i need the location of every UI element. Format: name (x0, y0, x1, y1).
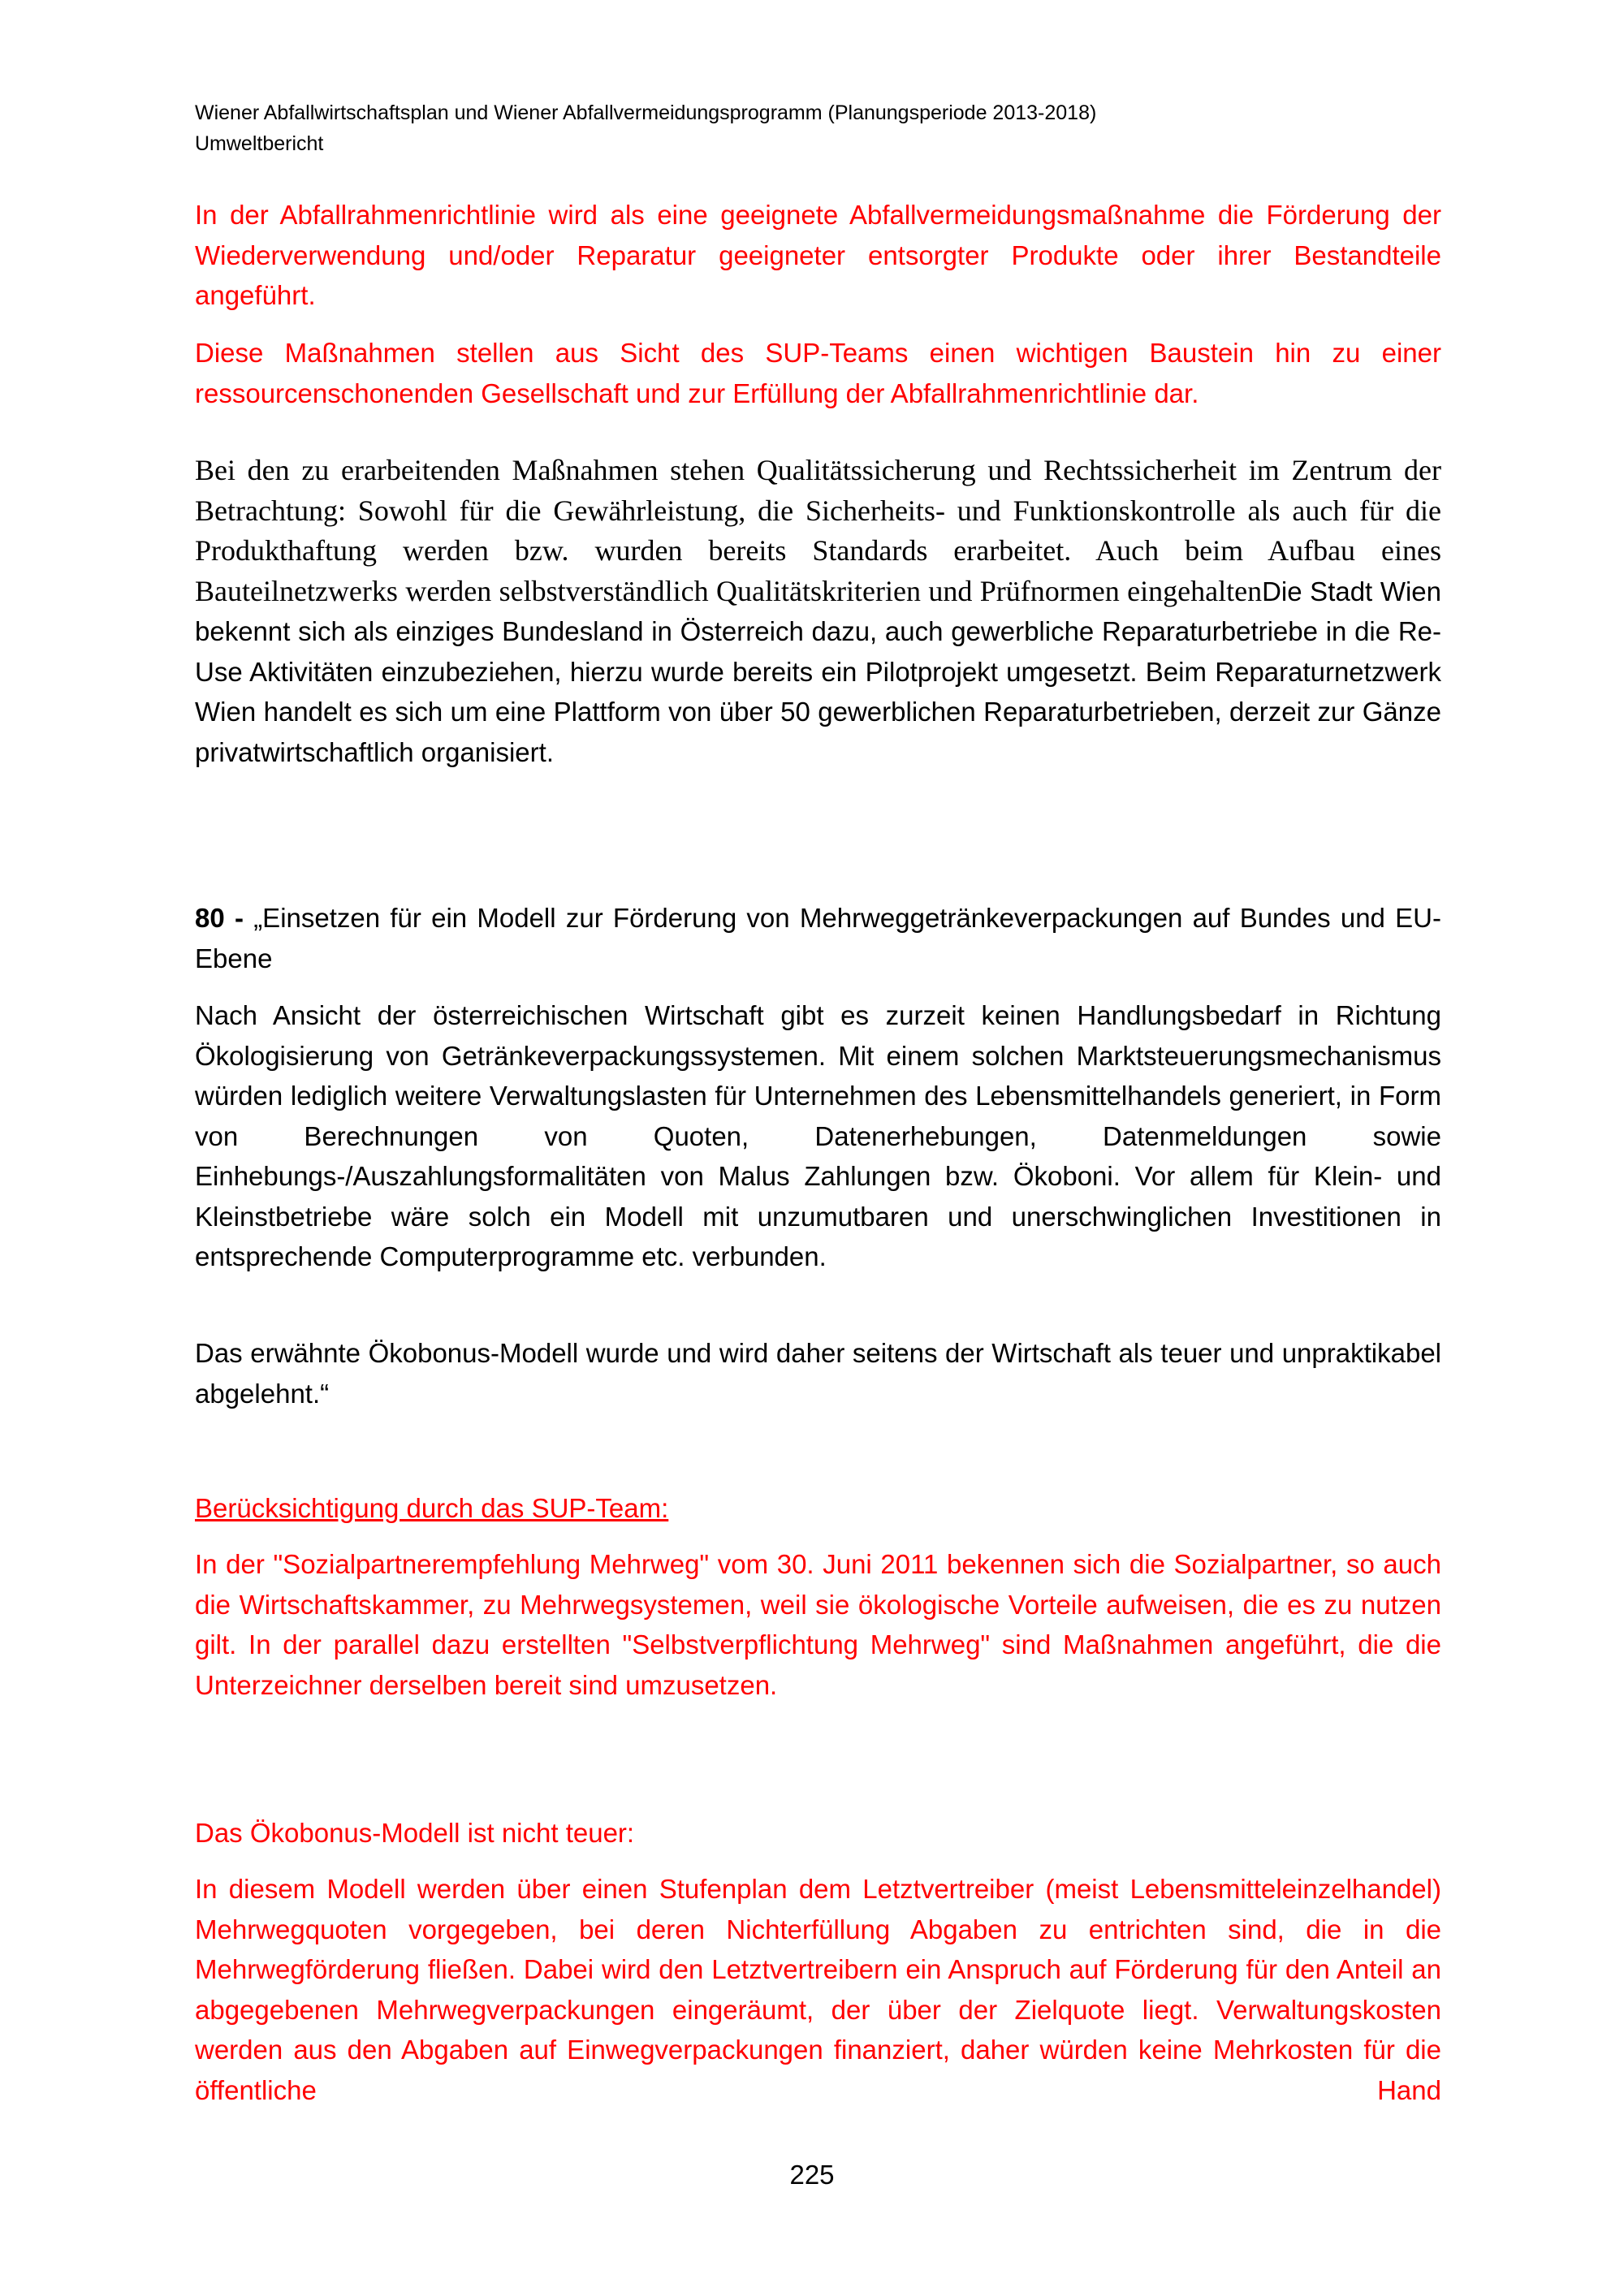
item-number: 80 - (195, 903, 244, 933)
item-text: „Einsetzen für ein Modell zur Förderung von Mehrweggetränkeverpackungen auf Bundes und EU-Ebene (195, 903, 1441, 973)
paragraph-serif-part: Bei den zu erarbeitenden Maßnahmen stehen Qualitätssicherung und Rechtssicherheit im Zentrum der Betrachtung: Sowohl für die Gewährleistung, die Sicherheits- und Funktionskontrolle als auch für die Produkthaftung werden bzw. wurden bereits Standards erarbeitet. Auch beim Aufbau eines Bauteilnetzwerks werden selbstverständlich Qualitätskriterien und Prüfnormen eingehalten (195, 454, 1441, 607)
header-subtitle: Umweltbericht (195, 132, 324, 155)
paragraph-wirtschaft-ansicht: Nach Ansicht der österreichischen Wirtschaft gibt es zurzeit keinen Handlungsbedarf in Richtung Ökologisierung von Getränkeverpackungssystemen. Mit einem solchen Marktsteuerungsmechanismus würden lediglich weitere Verwaltungslasten für Unternehmen des Lebensmittelhandels generiert, in Form von Berechnungen von Quoten, Datenerhebungen, Datenmeldungen sowie Einhebungs-/Auszahlungsformalitäten von Malus Zahlungen bzw. Ökoboni. Vor allem für Klein- und Kleinstbetriebe wäre solch ein Modell mit unzumutbaren und unerschwinglichen Investitionen in entsprechende Computerprogramme etc. verbunden. (195, 1000, 1441, 1271)
sup-team-heading: Berücksichtigung durch das SUP-Team: (195, 1493, 669, 1523)
paragraph-abfallrahmenrichtlinie: In der Abfallrahmenrichtlinie wird als eine geeignete Abfallvermeidungsmaßnahme die Förderung der Wiederverwendung und/oder Reparatur geeigneter entsorgter Produkte oder ihrer Bestandteile angeführt. (195, 200, 1441, 310)
item-80-heading (195, 898, 1441, 978)
paragraph-sozialpartnerempfehlung: In der "Sozialpartnerempfehlung Mehrweg" vom 30. Juni 2011 bekennen sich die Sozialpartner, so auch die Wirtschaftskammer, zu Mehrwegsystemen, weil sie ökologische Vorteile aufweisen, die es zu nutzen gilt. In der parallel dazu erstellten "Selbstverpflichtung Mehrweg" sind Maßnahmen angeführt, die die Unterzeichner derselben bereit sind umzusetzen. (195, 1549, 1441, 1700)
header-title: Wiener Abfallwirtschaftsplan und Wiener Abfallvermeidungsprogramm (Planungsperiode 2013-2018) (195, 101, 1097, 124)
paragraph-qualitaetssicherung (195, 451, 1441, 772)
paragraph-sup-baustein: Diese Maßnahmen stellen aus Sicht des SUP-Teams einen wichtigen Baustein hin zu einer ressourcenschonenden Gesellschaft und zur Erfüllung der Abfallrahmenrichtlinie dar. (195, 338, 1441, 408)
running-header (195, 97, 1096, 159)
paragraph-oekobonus-abgelehnt: Das erwähnte Ökobonus-Modell wurde und wird daher seitens der Wirtschaft als teuer und unpraktikabel abgelehnt.“ (195, 1338, 1441, 1409)
paragraph-sans-part: Die Stadt Wien bekennt sich als einziges Bundesland in Österreich dazu, auch gewerbliche Reparaturbetriebe in die Re-Use Aktivitäten einzubeziehen, hierzu wurde bereits ein Pilotprojekt umgesetzt. Beim Reparaturnetzwerk Wien handelt es sich um eine Plattform von über 50 gewerblichen Reparaturbetrieben, derzeit zur Gänze privatwirtschaftlich organisiert. (195, 576, 1441, 767)
paragraph-oekobonus-nicht-teuer: Das Ökobonus-Modell ist nicht teuer: (195, 1818, 635, 1848)
page-number: 225 (789, 2160, 835, 2190)
paragraph-stufenplan: In diesem Modell werden über einen Stufenplan dem Letztvertreiber (meist Lebensmitteleinzelhandel) Mehrwegquoten vorgegeben, bei deren Nichterfüllung Abgaben zu entrichten sind, die in die Mehrwegförderung fließen. Dabei wird den Letztvertreibern ein Anspruch auf Förderung für den Anteil an abgegebenen Mehrwegverpackungen eingeräumt, der über der Zielquote liegt. Verwaltungskosten werden aus den Abgaben auf Einwegverpackungen finanziert, daher würden keine Mehrkosten für die öffentliche Hand (195, 1874, 1441, 2105)
